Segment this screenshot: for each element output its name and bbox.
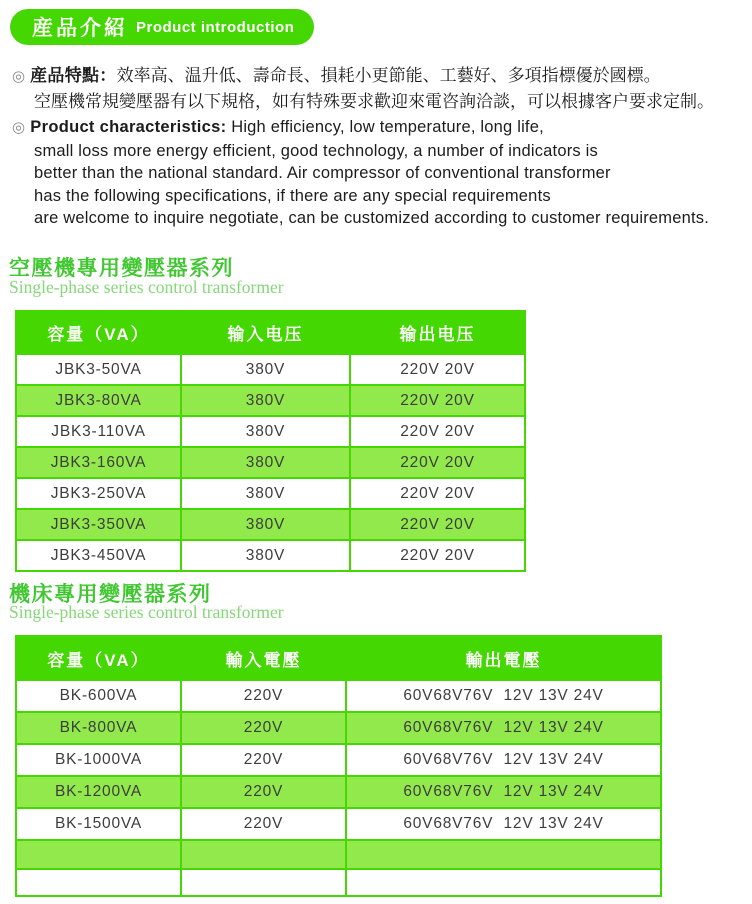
- input-voltage-cell: [181, 869, 346, 896]
- features-en-line1: [12, 116, 709, 140]
- table-row: [16, 680, 661, 712]
- capacity-cell: JBK3-80VA: [16, 385, 181, 416]
- table-row: [16, 385, 525, 416]
- table-row: [16, 540, 525, 571]
- capacity-cell: JBK3-160VA: [16, 447, 181, 478]
- capacity-cell: JBK3-50VA: [16, 354, 181, 385]
- banner-title-en: Product introduction: [136, 18, 295, 36]
- table-row: [16, 808, 661, 840]
- air-compressor-transformer-table: [15, 310, 526, 572]
- input-voltage-cell: 220V: [181, 808, 346, 840]
- output-voltage-cell: 220V 20V: [350, 478, 525, 509]
- output-voltage-cell: 220V 20V: [350, 354, 525, 385]
- input-voltage-cell: 380V: [181, 416, 350, 447]
- input-voltage-header: 输入电压: [181, 311, 350, 354]
- features-en-label: Product characteristics:: [30, 118, 227, 136]
- table-row-empty: [16, 869, 661, 896]
- table-row: [16, 478, 525, 509]
- output-voltage-cell: 60V68V76V 12V 13V 24V: [346, 744, 661, 776]
- output-voltage-cell: 60V68V76V 12V 13V 24V: [346, 680, 661, 712]
- section1-title: 空壓機專用變壓器系列: [9, 257, 234, 280]
- features-zh-text1: 效率高、温升低、壽命長、損耗小更節能、工藝好、多項指標優於國標。: [116, 66, 661, 85]
- capacity-cell: [16, 869, 181, 896]
- table-row: [16, 354, 525, 385]
- input-voltage-header: 輸入電壓: [181, 636, 346, 680]
- output-voltage-cell: 220V 20V: [350, 509, 525, 540]
- output-voltage-header: 輸出電壓: [346, 636, 661, 680]
- output-voltage-cell: [346, 869, 661, 896]
- output-voltage-cell: 60V68V76V 12V 13V 24V: [346, 808, 661, 840]
- section2-subtitle: Single-phase series control transformer: [9, 602, 284, 622]
- capacity-header: 容量（VA）: [16, 636, 181, 680]
- capacity-cell: BK-1200VA: [16, 776, 181, 808]
- output-voltage-cell: 60V68V76V 12V 13V 24V: [346, 776, 661, 808]
- capacity-cell: JBK3-450VA: [16, 540, 181, 571]
- output-voltage-header: 输出电压: [350, 311, 525, 354]
- output-voltage-cell: 60V68V76V 12V 13V 24V: [346, 712, 661, 744]
- table-row: [16, 744, 661, 776]
- output-voltage-cell: 220V 20V: [350, 385, 525, 416]
- bullet-icon: ◎: [12, 119, 26, 136]
- capacity-cell: JBK3-250VA: [16, 478, 181, 509]
- capacity-cell: [16, 840, 181, 869]
- bullet-icon: ◎: [12, 68, 26, 85]
- output-voltage-cell: 220V 20V: [350, 447, 525, 478]
- table-row: [16, 509, 525, 540]
- features-zh-line1: [12, 63, 714, 89]
- features-zh-line2: 空壓機常規變壓器有以下規格，如有特殊要求歡迎來電咨詢洽談，可以根據客户要求定制。: [34, 92, 714, 111]
- input-voltage-cell: 220V: [181, 680, 346, 712]
- features-en-line4: has the following specifications, if there are any special requirements: [34, 186, 551, 205]
- capacity-cell: BK-1500VA: [16, 808, 181, 840]
- features-zh-label: 産品特點：: [30, 66, 117, 85]
- input-voltage-cell: 380V: [181, 540, 350, 571]
- input-voltage-cell: 380V: [181, 385, 350, 416]
- table-row: [16, 416, 525, 447]
- features-en-line2: small loss more energy efficient, good technology, a number of indicators is: [34, 141, 598, 160]
- product-features-zh: [12, 63, 714, 114]
- input-voltage-cell: 380V: [181, 447, 350, 478]
- capacity-cell: JBK3-350VA: [16, 509, 181, 540]
- input-voltage-cell: 380V: [181, 509, 350, 540]
- capacity-cell: BK-600VA: [16, 680, 181, 712]
- product-characteristics-en: [12, 116, 709, 230]
- capacity-cell: BK-800VA: [16, 712, 181, 744]
- capacity-header: 容量（VA）: [16, 311, 181, 354]
- input-voltage-cell: 220V: [181, 712, 346, 744]
- table-header-row: [16, 311, 525, 354]
- machine-tool-transformer-table: [15, 635, 662, 897]
- capacity-cell: JBK3-110VA: [16, 416, 181, 447]
- input-voltage-cell: 380V: [181, 478, 350, 509]
- input-voltage-cell: 220V: [181, 744, 346, 776]
- table-row: [16, 776, 661, 808]
- section2-title: 機床專用變壓器系列: [9, 583, 212, 606]
- output-voltage-cell: 220V 20V: [350, 416, 525, 447]
- features-en-text1: High efficiency, low temperature, long life,: [231, 118, 544, 136]
- input-voltage-cell: 220V: [181, 776, 346, 808]
- output-voltage-cell: [346, 840, 661, 869]
- capacity-cell: BK-1000VA: [16, 744, 181, 776]
- section1-subtitle: Single-phase series control transformer: [9, 277, 284, 297]
- input-voltage-cell: [181, 840, 346, 869]
- features-en-line3: better than the national standard. Air compressor of conventional transformer: [34, 164, 611, 182]
- table-row-empty: [16, 840, 661, 869]
- table-row: [16, 447, 525, 478]
- table-header-row: [16, 636, 661, 680]
- table-row: [16, 712, 661, 744]
- page-header-banner: [10, 9, 314, 45]
- input-voltage-cell: 380V: [181, 354, 350, 385]
- output-voltage-cell: 220V 20V: [350, 540, 525, 571]
- banner-title-zh: 産品介紹: [32, 17, 128, 40]
- features-en-line5: are welcome to inquire negotiate, can be customized according to customer requirements.: [34, 209, 709, 227]
